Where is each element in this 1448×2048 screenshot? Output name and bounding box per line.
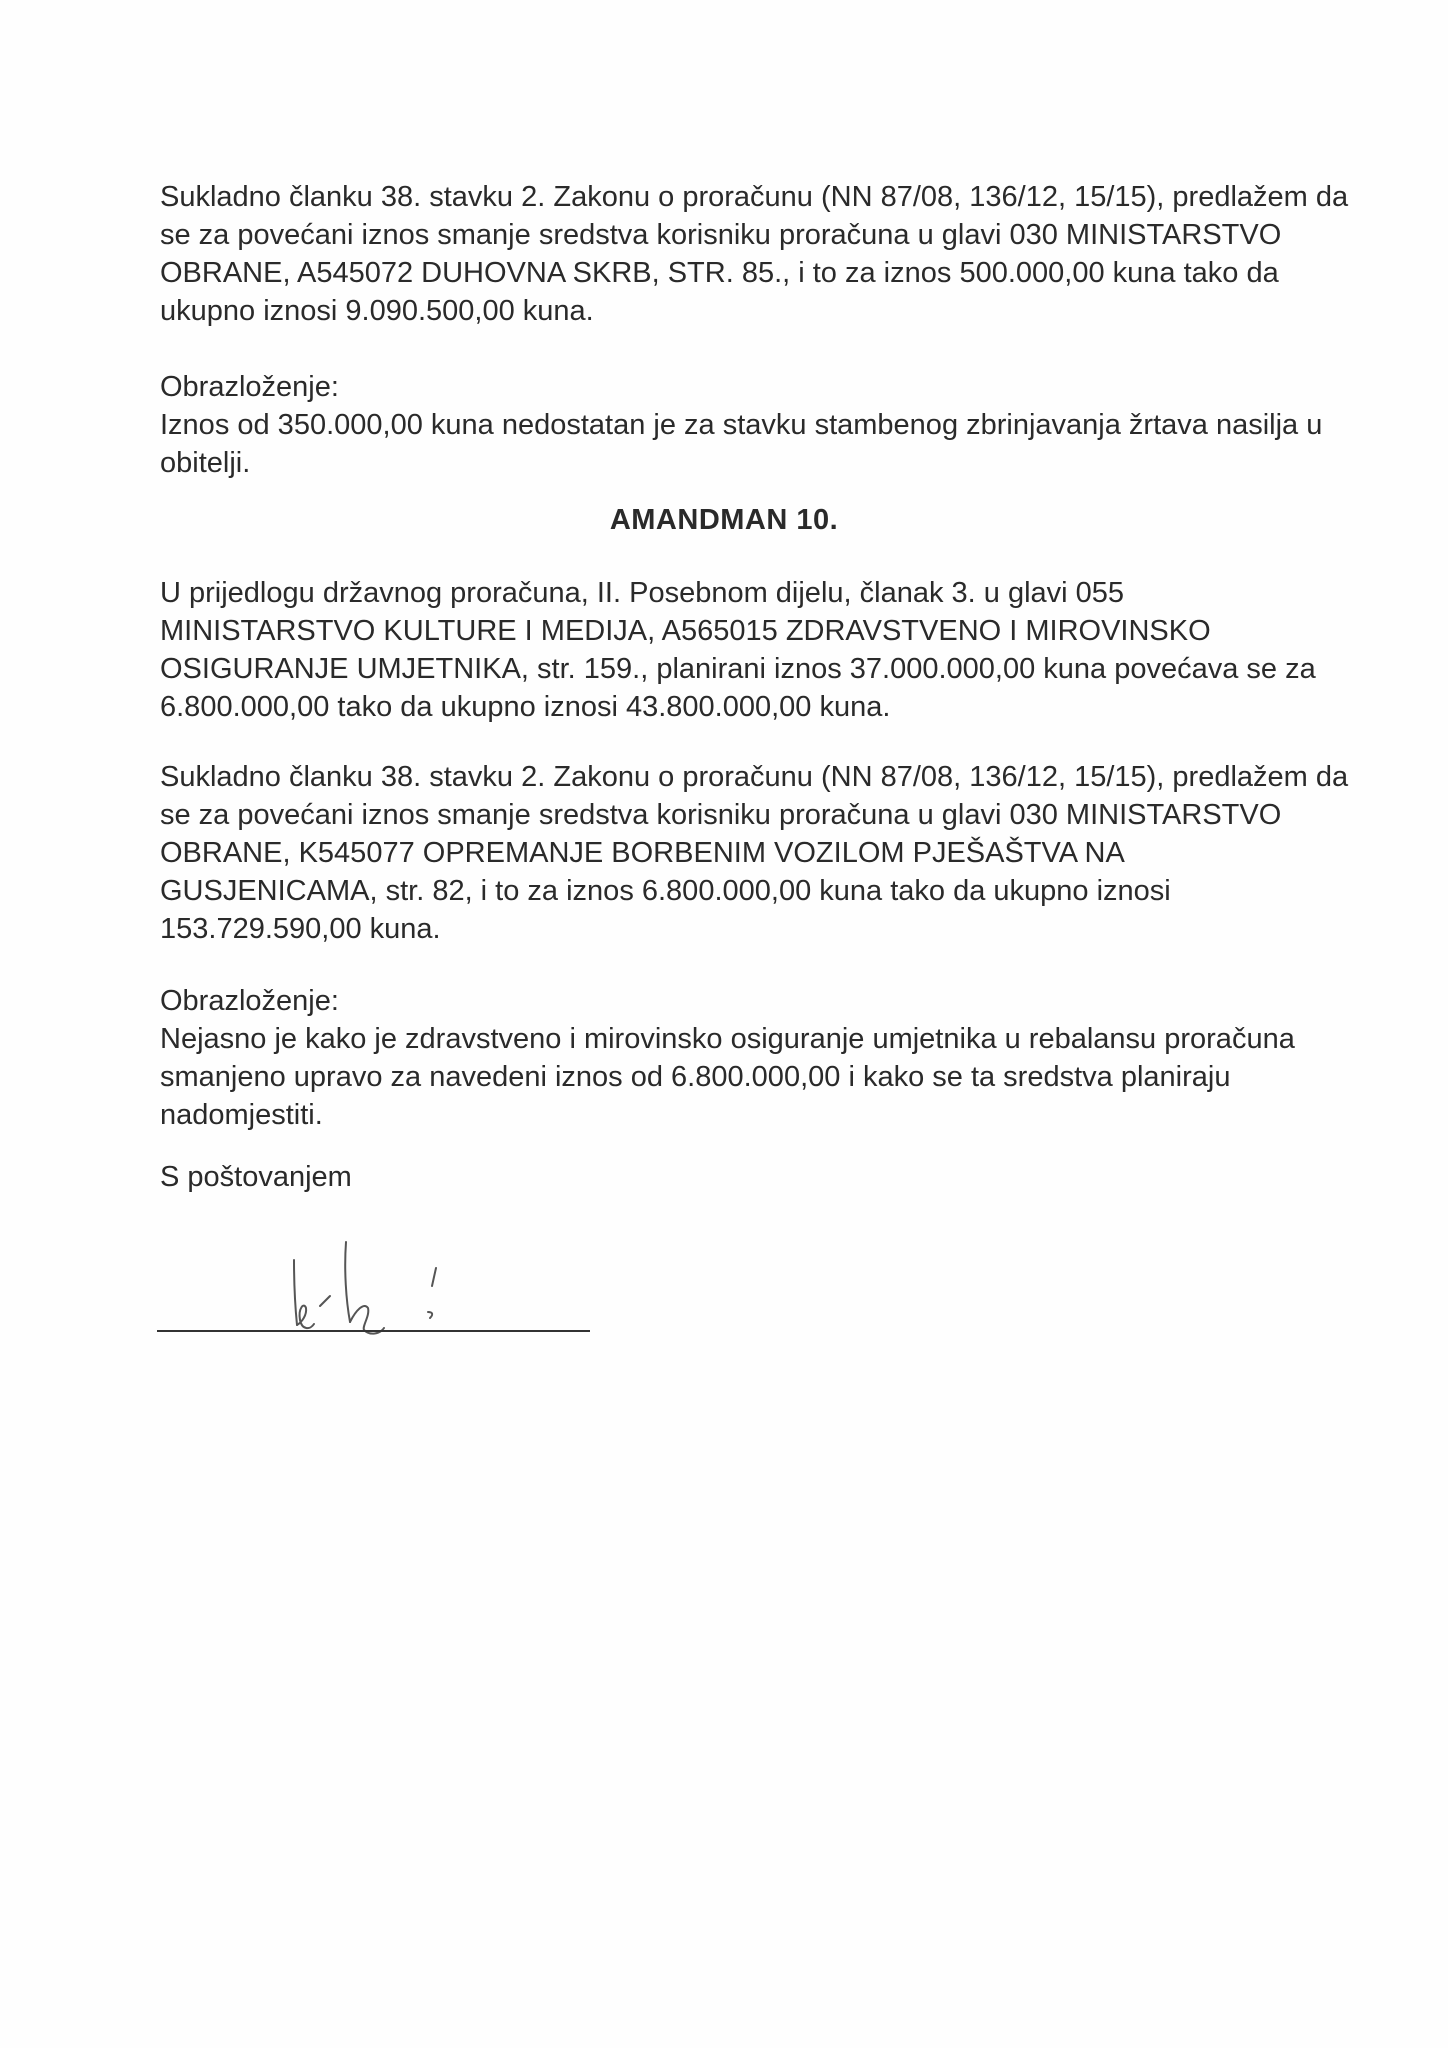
text-line: Sukladno članku 38. stavku 2. Zakonu o proračunu (NN 87/08, 136/12, 15/15), predlažem da — [160, 761, 1349, 793]
text-line: Obrazloženje: — [160, 371, 339, 403]
text-line: S poštovanjem — [160, 1161, 352, 1193]
text-line: 6.800.000,00 tako da ukupno iznosi 43.800.000,00 kuna. — [160, 691, 891, 723]
text-line: Iznos od 350.000,00 kuna nedostatan je za stavku stambenog zbrinjavanja žrtava nasilja u — [160, 409, 1323, 441]
handwritten-signature — [280, 1230, 480, 1350]
text-line: obitelji. — [160, 447, 251, 479]
text-line: MINISTARSTVO KULTURE I MEDIJA, A565015 ZDRAVSTVENO I MIROVINSKO — [160, 615, 1211, 647]
paragraph-budget-reduction-1 — [160, 178, 1349, 330]
text-line: OBRANE, A545072 DUHOVNA SKRB, STR. 85., i to za iznos 500.000,00 kuna tako da — [160, 257, 1279, 289]
paragraph-budget-reduction-2 — [160, 758, 1349, 948]
text-line: se za povećani iznos smanje sredstva korisniku proračuna u glavi 030 MINISTARSTVO — [160, 219, 1282, 251]
text-line: OBRANE, K545077 OPREMANJE BORBENIM VOZILOM PJEŠAŠTVA NA — [160, 837, 1125, 869]
text-line: nadomjestiti. — [160, 1099, 323, 1131]
signature-line — [157, 1330, 590, 1332]
closing-salutation — [160, 1158, 1300, 1196]
text-line: smanjeno upravo za navedeni iznos od 6.800.000,00 i kako se ta sredstva planiraju — [160, 1061, 1231, 1093]
text-line: Sukladno članku 38. stavku 2. Zakonu o proračunu (NN 87/08, 136/12, 15/15), predlažem da — [160, 181, 1349, 213]
text-line: Obrazloženje: — [160, 985, 339, 1017]
text-line: ukupno iznosi 9.090.500,00 kuna. — [160, 295, 594, 327]
paragraph-explanation-2 — [160, 982, 1300, 1134]
text-line: OSIGURANJE UMJETNIKA, str. 159., planirani iznos 37.000.000,00 kuna povećava se za — [160, 653, 1316, 685]
paragraph-amendment-proposal — [160, 574, 1316, 726]
text-line: se za povećani iznos smanje sredstva korisniku proračuna u glavi 030 MINISTARSTVO — [160, 799, 1282, 831]
paragraph-explanation-1 — [160, 368, 1323, 482]
text-line: Nejasno je kako je zdravstveno i mirovinsko osiguranje umjetnika u rebalansu proračuna — [160, 1023, 1295, 1055]
text-line: 153.729.590,00 kuna. — [160, 913, 441, 945]
text-line: U prijedlogu državnog proračuna, II. Posebnom dijelu, članak 3. u glavi 055 — [160, 577, 1125, 609]
text-line: GUSJENICAMA, str. 82, i to za iznos 6.800.000,00 kuna tako da ukupno iznosi — [160, 875, 1171, 907]
amendment-heading: AMANDMAN 10. — [609, 504, 839, 536]
